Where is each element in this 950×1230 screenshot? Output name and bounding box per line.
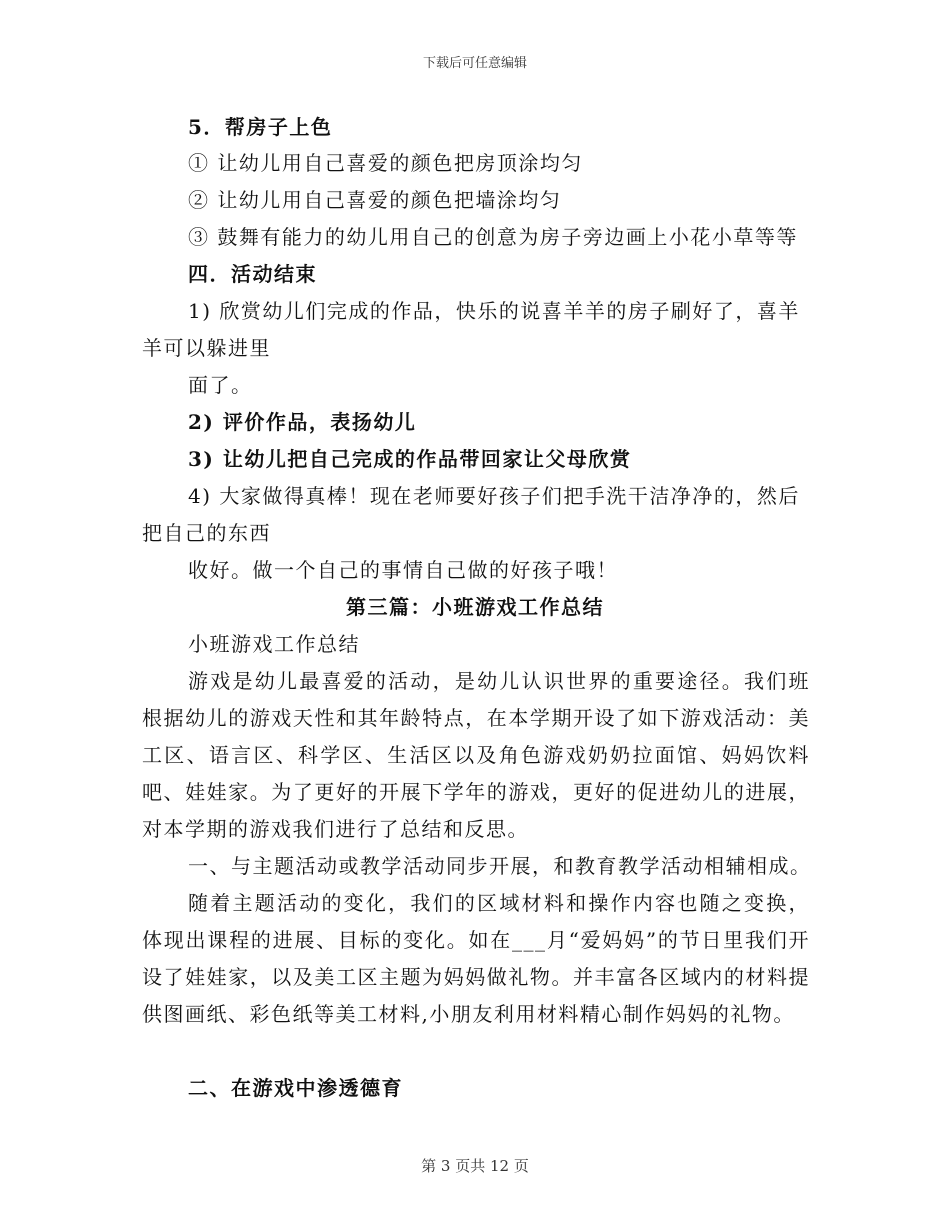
point-1-heading: 一、与主题活动或教学活动同步开展，和教育教学活动相辅相成。 xyxy=(188,854,812,878)
page-footer: 第 3 页共 12 页 xyxy=(421,1157,529,1175)
section-title: 第三篇：小班游戏工作总结 xyxy=(346,595,604,619)
step-5-heading: 5．帮房子上色 xyxy=(188,115,333,139)
end-item-1-cont2: 面了。 xyxy=(188,373,253,397)
step-item-1: ① 让幼儿用自己喜爱的颜色把房顶涂均匀 xyxy=(188,151,583,175)
step-item-3: ③ 鼓舞有能力的幼儿用自己的创意为房子旁边画上小花小草等等 xyxy=(188,225,798,249)
point-2-heading: 二、在游戏中渗透德育 xyxy=(188,1076,403,1100)
end-item-3: 3) 让幼儿把自己完成的作品带回家让父母欣赏 xyxy=(188,447,632,471)
end-item-4-cont2: 收好。做一个自己的事情自己做的好孩子哦！ xyxy=(188,558,618,582)
end-item-4-cont: 把自己的东西 xyxy=(142,521,271,545)
section-4-heading: 四．活动结束 xyxy=(188,262,317,286)
step-item-2: ② 让幼儿用自己喜爱的颜色把墙涂均匀 xyxy=(188,188,562,212)
summary-paragraph-2: 随着主题活动的变化，我们的区域材料和操作内容也随之变换，体现出课程的进展、目标的变化。如在___月“爱妈妈”的节日里我们开设了娃娃家，以及美工区主题为妈妈做礼物。并丰富各区域内的材料提供图画纸、彩色纸等美工材料,小朋友利用材料精心制作妈妈的礼物。 xyxy=(142,891,810,1026)
end-item-1: 1) 欣赏幼儿们完成的作品，快乐的说喜羊羊的房子刷好了，喜羊 xyxy=(188,299,800,323)
end-item-1-cont: 羊可以躲进里 xyxy=(142,336,271,360)
summary-subtitle: 小班游戏工作总结 xyxy=(188,632,360,656)
page-header: 下载后可任意编辑 xyxy=(422,56,527,71)
end-item-4: 4) 大家做得真棒！现在老师要好孩子们把手洗干洁净净的，然后 xyxy=(188,484,800,508)
end-item-2: 2) 评价作品，表扬幼儿 xyxy=(188,410,417,434)
summary-paragraph-1: 游戏是幼儿最喜爱的活动，是幼儿认识世界的重要途径。我们班根据幼儿的游戏天性和其年龄特点，在本学期开设了如下游戏活动：美工区、语言区、科学区、生活区以及角色游戏奶奶拉面馆、妈妈饮料吧、娃娃家。为了更好的开展下学年的游戏，更好的促进幼儿的进展，对本学期的游戏我们进行了总结和反思。 xyxy=(142,669,810,841)
